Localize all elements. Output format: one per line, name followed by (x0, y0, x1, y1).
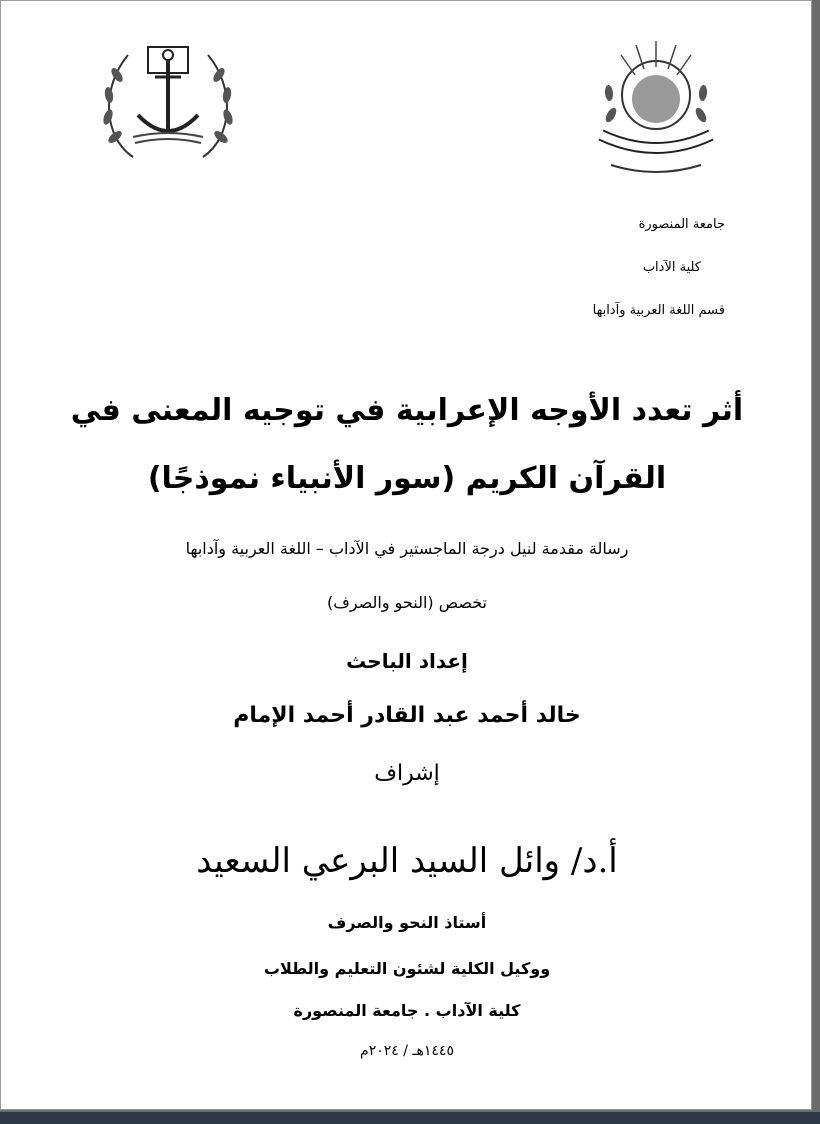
supervisor-role-2: ووكيل الكلية لشئون التعليم والطلاب (263, 959, 551, 978)
faculty-name: كلية الآداب (642, 260, 701, 275)
supervisor-name: أ.د/ وائل السيد البرعي السعيد (196, 841, 618, 881)
researcher-label: إعداد الباحث (346, 649, 468, 673)
thesis-title-line1: أثر تعدد الأوجه الإعرابية في توجيه المعنى في (70, 393, 744, 428)
researcher-name: خالد أحمد عبد القادر أحمد الإمام (233, 703, 581, 728)
supervisor-affiliation: كلية الآداب . جامعة المنصورة (293, 1001, 521, 1020)
degree-statement: رسالة مقدمة لنيل درجة الماجستير في الآداب – اللغة العربية وآدابها (185, 539, 629, 558)
specialization: تخصص (النحو والصرف) (327, 593, 487, 612)
anchor-wreath-icon (93, 37, 243, 183)
mansoura-university-logo (581, 33, 731, 183)
bottom-bar (0, 1112, 820, 1124)
thesis-date: ١٤٤٥هـ / ٢٠٢٤م (360, 1043, 454, 1059)
thesis-title-line2: القرآن الكريم (سور الأنبياء نموذجًا) (147, 461, 667, 496)
supervision-label: إشراف (374, 761, 440, 786)
supervisor-role-1: أستاذ النحو والصرف (327, 913, 487, 932)
university-name: جامعة المنصورة (638, 217, 725, 232)
faculty-of-arts-logo (93, 37, 243, 183)
university-seal-icon (581, 33, 731, 183)
department-name: قسم اللغة العربية وآدابها (592, 303, 725, 318)
